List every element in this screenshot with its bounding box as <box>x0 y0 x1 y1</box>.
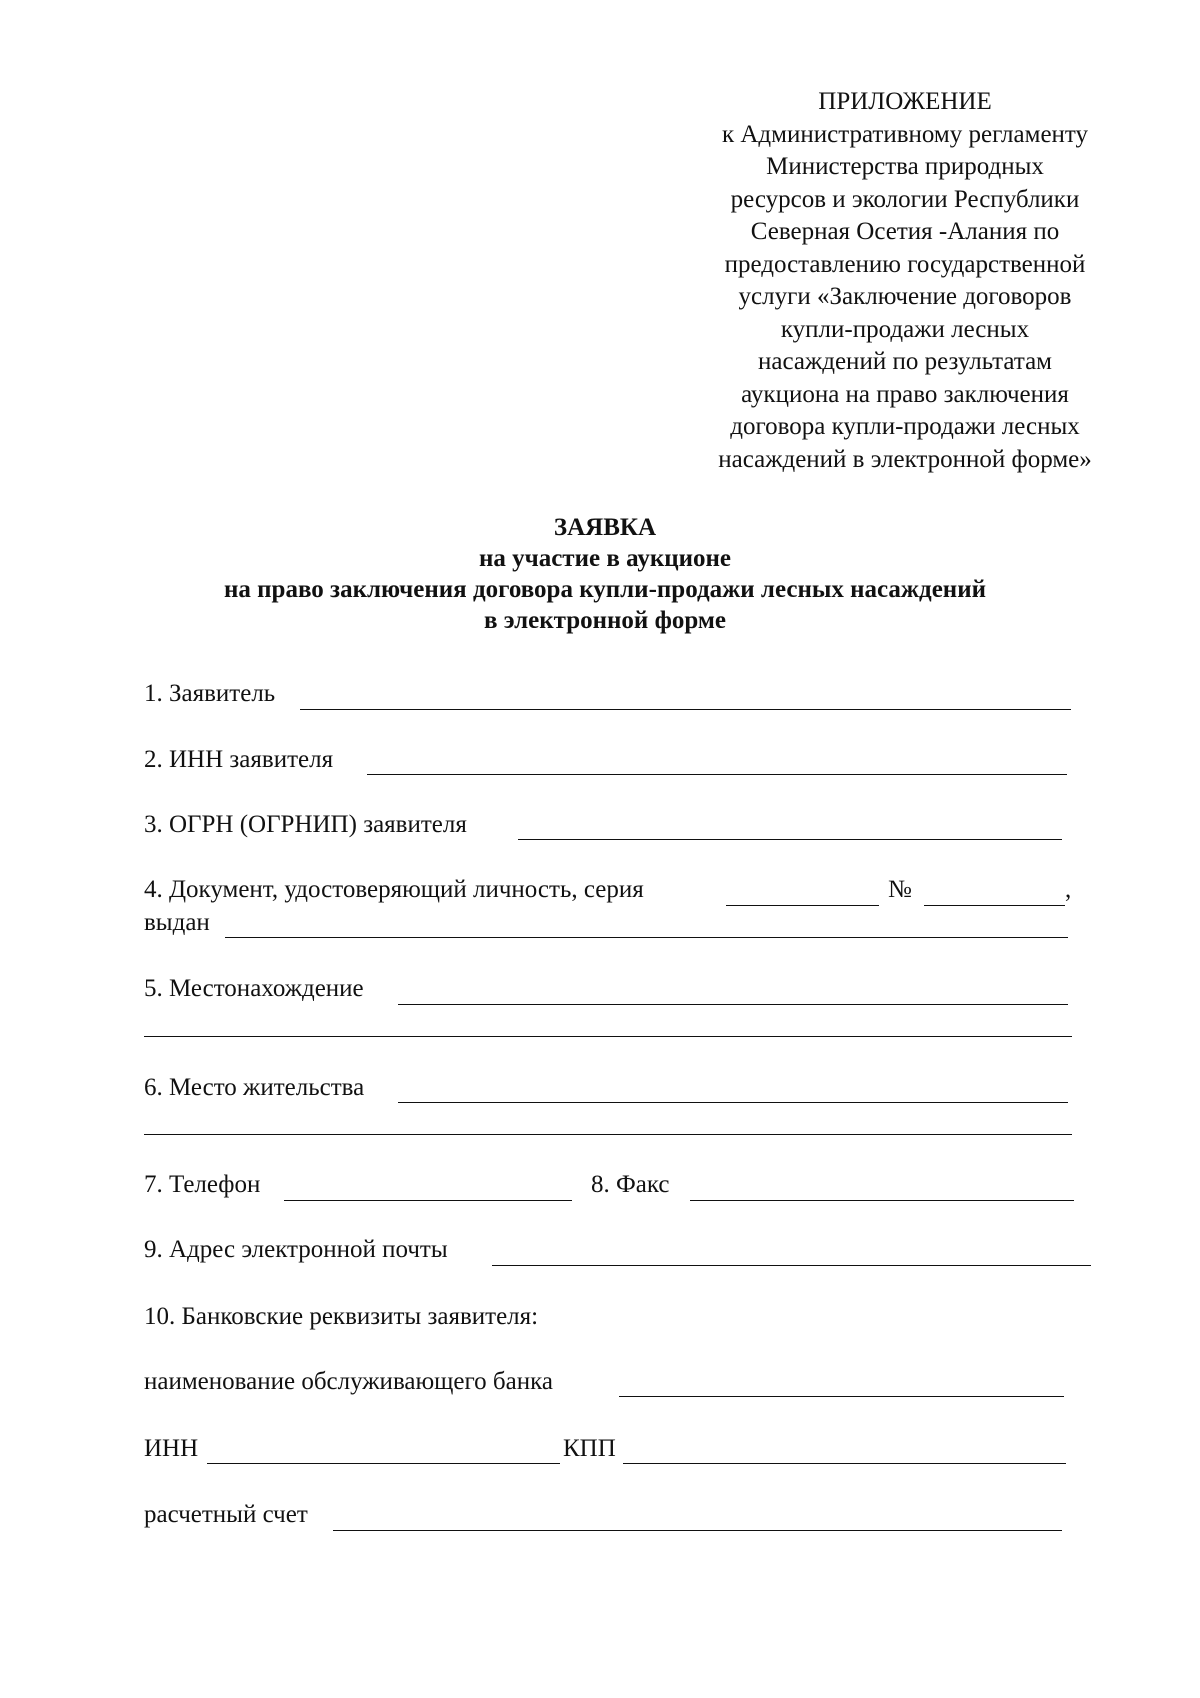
document-label: 4. Документ, удостоверяющий личность, серия <box>144 876 644 903</box>
fax-field[interactable] <box>690 1200 1074 1201</box>
appendix-line: купли-продажи лесных <box>780 315 1030 343</box>
email-field[interactable] <box>492 1265 1091 1266</box>
ogrn-field[interactable] <box>518 839 1062 840</box>
bank-details-label: 10. Банковские реквизиты заявителя: <box>144 1303 539 1330</box>
document-number-sign: № <box>888 876 912 903</box>
document-series-field[interactable] <box>726 905 879 906</box>
residence-field[interactable] <box>398 1102 1068 1103</box>
kpp-label: КПП <box>563 1435 616 1462</box>
title-line: на право заключения договора купли-продажи лесных насаждений <box>224 576 986 603</box>
document-title <box>0 512 1200 636</box>
appendix-line: предоставлению государственной <box>724 250 1086 278</box>
appendix-line: насаждений в электронной форме» <box>718 445 1092 473</box>
kpp-field[interactable] <box>623 1463 1066 1464</box>
appendix-block <box>675 86 1135 476</box>
phone-field[interactable] <box>284 1200 572 1201</box>
appendix-line: к Административному регламенту <box>721 120 1089 148</box>
appendix-line: ресурсов и экологии Республики <box>730 185 1080 213</box>
inn-label: 2. ИНН заявителя <box>144 746 334 773</box>
appendix-line: Министерства природных <box>766 153 1044 180</box>
title-line: в электронной форме <box>483 607 727 634</box>
applicant-label: 1. Заявитель <box>144 680 276 707</box>
title-line: ЗАЯВКА <box>553 514 657 541</box>
document-number-field[interactable] <box>924 905 1065 906</box>
email-label: 9. Адрес электронной почты <box>144 1236 448 1263</box>
ogrn-label: 3. ОГРН (ОГРНИП) заявителя <box>144 811 467 838</box>
residence-label: 6. Место жительства <box>144 1074 365 1101</box>
appendix-heading: ПРИЛОЖЕНИЕ <box>818 88 992 115</box>
issued-by-field[interactable] <box>225 937 1068 938</box>
location-field[interactable] <box>398 1004 1068 1005</box>
residence-field-continued[interactable] <box>144 1134 1072 1135</box>
appendix-line: насаждений по результатам <box>758 348 1052 375</box>
appendix-line: аукциона на право заключения <box>741 380 1069 408</box>
bank-inn-label: ИНН <box>144 1435 199 1462</box>
location-field-continued[interactable] <box>144 1036 1072 1037</box>
account-field[interactable] <box>333 1530 1062 1531</box>
appendix-line: договора купли-продажи лесных <box>730 413 1080 440</box>
account-label: расчетный счет <box>144 1501 308 1528</box>
bank-name-field[interactable] <box>619 1396 1064 1397</box>
bank-name-label: наименование обслуживающего банка <box>144 1368 553 1395</box>
inn-field[interactable] <box>367 774 1067 775</box>
issued-label: выдан <box>144 909 210 936</box>
appendix-line: услуги «Заключение договоров <box>738 283 1072 310</box>
location-label: 5. Местонахождение <box>144 975 364 1002</box>
title-line: на участие в аукционе <box>478 545 732 572</box>
document-comma: , <box>1065 876 1072 903</box>
appendix-line: Северная Осетия -Алания по <box>750 218 1060 245</box>
phone-label: 7. Телефон <box>144 1171 261 1198</box>
applicant-field[interactable] <box>300 709 1071 710</box>
bank-inn-field[interactable] <box>207 1463 560 1464</box>
fax-label: 8. Факс <box>591 1171 670 1198</box>
